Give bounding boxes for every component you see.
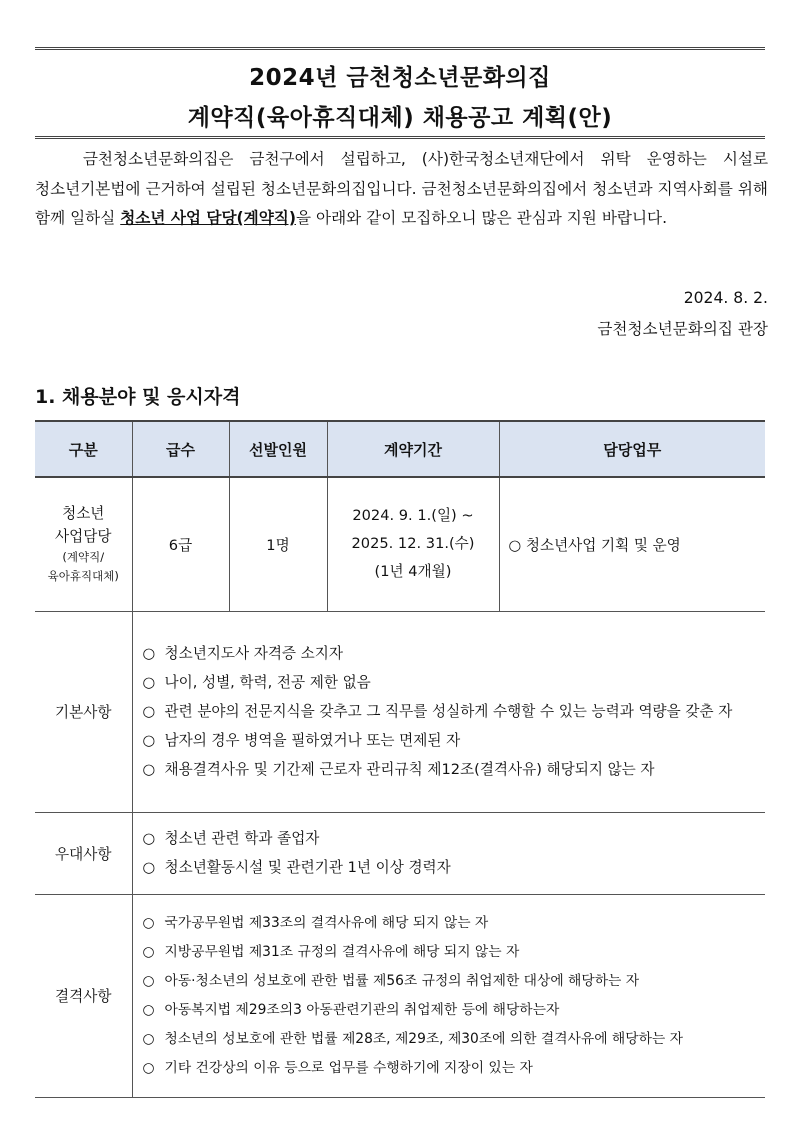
circle-bullet-icon: ○: [142, 761, 156, 778]
table-header-row: [35, 421, 765, 477]
job-name-sub2: 육아휴직대체): [47, 569, 119, 584]
list-item: ○ 아동복지법 제29조의3 아동관련기관의 취업제한 등에 해당하는자: [143, 996, 757, 1025]
title-box: [35, 47, 765, 139]
header-category: 구분: [35, 421, 132, 477]
preferred-list-cell: [132, 812, 765, 894]
job-grade: 6급: [132, 477, 229, 611]
basic-label: 기본사항: [35, 611, 132, 812]
intro-highlight: 청소년 사업 담당(계약직): [120, 209, 296, 227]
header-count: 선발인원: [229, 421, 327, 477]
job-duty: ○ 청소년사업 기획 및 운영: [499, 477, 765, 611]
list-item: ○ 지방공무원법 제31조 규정의 결격사유에 해당 되지 않는 자: [143, 938, 757, 967]
intro-text-before: 금천청소년문화의집은 금천구에서 설립하고, (사)한국청소년재단에서 위탁 운영하는 시설로 청소년기본법에 근거하여 설립된 청소년문화의집입니다. 금천청소년문화의집에서 청소년과 지역사회를 위해 함께 일하실: [35, 150, 769, 227]
list-item: ○ 청소년지도사 자격증 소지자: [143, 639, 757, 668]
announcement-date: 2024. 8. 2.: [683, 289, 768, 307]
list-item: ○ 청소년 관련 학과 졸업자: [143, 824, 757, 853]
section-title: 1. 채용분야 및 응시자격: [35, 386, 241, 408]
job-name-sub1: (계약직/: [62, 550, 105, 565]
job-name-cell: [35, 477, 132, 611]
header-duty: 담당업무: [499, 421, 765, 477]
circle-bullet-icon: ○: [142, 674, 156, 691]
list-item: ○ 청소년의 성보호에 관한 법률 제28조, 제29조, 제30조에 의한 결격사유에 해당하는 자: [143, 1025, 757, 1054]
circle-bullet-icon: ○: [142, 732, 156, 749]
preferred-list: [134, 824, 765, 882]
title-line-2: 계약직(육아휴직대체) 채용공고 계획(안): [187, 105, 613, 131]
disqualification-list: [134, 909, 765, 1083]
list-item: ○ 채용결격사유 및 기간제 근로자 관리규칙 제12조(결격사유) 해당되지 않는 자: [143, 755, 757, 784]
disqualification-label: 결격사항: [35, 894, 132, 1097]
intro-text-after: 을 아래와 같이 모집하오니 많은 관심과 지원 바랍니다.: [295, 209, 668, 227]
basic-list-cell: [132, 611, 765, 812]
table-row-disqualification: [35, 894, 765, 1097]
header-period: 계약기간: [327, 421, 499, 477]
circle-bullet-icon: ○: [142, 830, 156, 847]
recruitment-table: [35, 420, 765, 1098]
circle-bullet-icon: ○: [142, 914, 155, 931]
basic-list: [134, 639, 765, 784]
circle-bullet-icon: ○: [142, 943, 155, 960]
list-item: ○ 관련 분야의 전문지식을 갖추고 그 직무를 성실하게 수행할 수 있는 능력과 역량을 갖춘 자: [143, 697, 757, 726]
intro-paragraph: [35, 145, 768, 234]
list-item: ○ 아동·청소년의 성보호에 관한 법률 제56조 규정의 취업제한 대상에 해당하는 자: [143, 967, 757, 996]
job-name-line1: 청소년: [62, 505, 105, 523]
list-item: ○ 남자의 경우 병역을 필하였거나 또는 면제된 자: [143, 726, 757, 755]
organization-head: 금천청소년문화의집 관장: [597, 320, 768, 338]
job-period-line3: (1년 4개월): [374, 563, 452, 581]
disqualification-list-cell: [132, 894, 765, 1097]
job-period-line1: 2024. 9. 1.(일) ~: [352, 507, 474, 525]
job-period-cell: [327, 477, 499, 611]
circle-bullet-icon: ○: [142, 645, 156, 662]
circle-bullet-icon: ○: [142, 1030, 155, 1047]
circle-bullet-icon: ○: [142, 1001, 155, 1018]
list-item: ○ 나이, 성별, 학력, 전공 제한 없음: [143, 668, 757, 697]
table-row-basic: [35, 611, 765, 812]
list-item: ○ 청소년활동시설 및 관련기관 1년 이상 경력자: [143, 853, 757, 882]
preferred-label: 우대사항: [35, 812, 132, 894]
list-item: ○ 기타 건강상의 이유 등으로 업무를 수행하기에 지장이 있는 자: [143, 1054, 757, 1083]
table-row-job: [35, 477, 765, 611]
circle-bullet-icon: ○: [142, 972, 155, 989]
job-count: 1명: [229, 477, 327, 611]
title-line-1: 2024년 금천청소년문화의집: [249, 65, 551, 91]
job-period-line2: 2025. 12. 31.(수): [351, 535, 475, 553]
table-row-preferred: [35, 812, 765, 894]
circle-bullet-icon: ○: [142, 1059, 155, 1076]
job-name-line2: 사업담당: [55, 528, 112, 546]
circle-bullet-icon: ○: [142, 703, 156, 720]
list-item: ○ 국가공무원법 제33조의 결격사유에 해당 되지 않는 자: [143, 909, 757, 938]
header-grade: 급수: [132, 421, 229, 477]
circle-bullet-icon: ○: [142, 859, 156, 876]
